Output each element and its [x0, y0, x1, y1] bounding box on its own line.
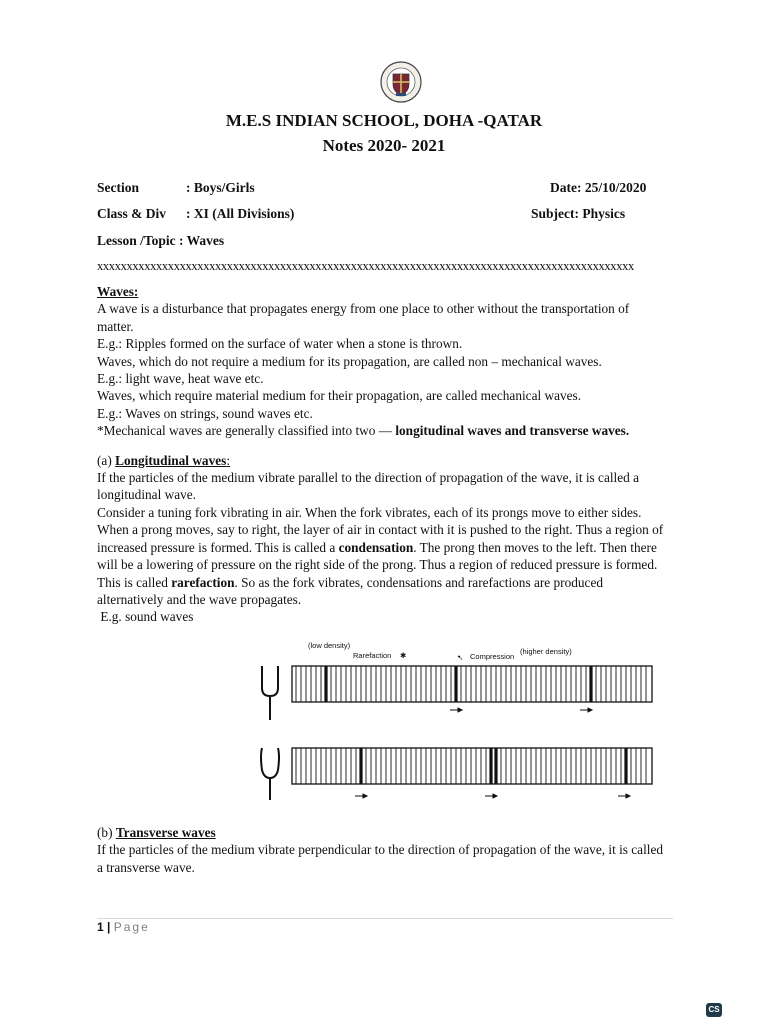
longitudinal-prefix: (a) [97, 452, 116, 468]
low-density-label: (low density) [308, 641, 351, 650]
footer-separator: | [103, 920, 114, 934]
longitudinal-heading-line [97, 452, 667, 469]
section-label: Section [97, 180, 139, 195]
longitudinal-heading: Longitudinal waves [115, 452, 227, 468]
air-layers-2 [296, 748, 646, 784]
sound-example: E.g. sound waves [97, 609, 194, 625]
footer-divider [97, 918, 673, 919]
transverse-heading: Transverse waves [115, 825, 216, 840]
classification-text: *Mechanical waves are generally classified into two — [97, 423, 396, 439]
transverse-definition: If the particles of the medium vibrate perpendicular to the direction of propagation of the wave, it is called a transverse wave. [97, 842, 664, 875]
rarefaction-label: Rarefaction [353, 651, 392, 660]
class-label: Class & Div [97, 206, 167, 221]
classification-line [97, 422, 667, 439]
classification-bold: longitudinal waves and transverse waves. [395, 423, 630, 439]
compression-arrow-icon: ➷ [457, 653, 464, 662]
school-logo [379, 60, 423, 104]
lesson-topic: Lesson /Topic : Waves [97, 233, 225, 248]
tuning-fork-icon [262, 666, 278, 720]
condensation-term: condensation [338, 539, 414, 555]
high-density-label: (higher density) [520, 647, 572, 656]
longitudinal-colon: : [226, 452, 231, 468]
class-value: : XI (All Divisions) [186, 206, 295, 221]
paragraph-part: . The prong then moves to the left. Then there will be a lowering of pressure on the right side of the prong. Thus a region of reduced pressure is formed. This is called [97, 539, 658, 590]
waves-line: A wave is a disturbance that propagates energy from one place to other without the transportation of matter. [97, 301, 630, 334]
page-label: Page [113, 920, 150, 934]
section-value: : Boys/Girls [186, 180, 255, 195]
rarefaction-term: rarefaction [171, 574, 235, 590]
paragraph-part: . So as the fork vibrates, condensations and rarefactions are produced alternatively and the wave propagates. [97, 574, 603, 607]
school-title: M.E.S INDIAN SCHOOL, DOHA -QATAR [225, 111, 543, 130]
content-body [97, 283, 667, 626]
camscanner-badge: CS [706, 1003, 722, 1017]
waves-heading: Waves: [97, 284, 139, 299]
subject: Subject: Physics [531, 206, 626, 221]
waves-line: E.g.: Ripples formed on the surface of water when a stone is thrown. [97, 336, 463, 352]
tuning-fork-paragraph [97, 504, 667, 608]
waves-line: E.g.: Waves on strings, sound waves etc. [97, 405, 313, 421]
tuning-fork-icon [261, 748, 279, 800]
compression-label: Compression [470, 652, 515, 661]
notes-year: Notes 2020- 2021 [322, 136, 446, 155]
transverse-heading-line [97, 824, 667, 841]
waves-line: Waves, which require material medium for their propagation, are called mechanical waves. [97, 388, 582, 404]
longitudinal-definition: If the particles of the medium vibrate parallel to the direction of propagation of the wave, it is called a longitudinal wave. [97, 470, 640, 503]
transverse-prefix: (b) [97, 825, 116, 840]
transverse-section [97, 824, 667, 876]
page-footer [97, 920, 150, 934]
rarefaction-arrow-icon: ✱ [400, 651, 407, 660]
longitudinal-wave-diagram [250, 636, 670, 806]
separator-line: xxxxxxxxxxxxxxxxxxxxxxxxxxxxxxxxxxxxxxxxxxxxxxxxxxxxxxxxxxxxxxxxxxxxxxxxxxxxxxxxxxxxxxxxxxx [97, 259, 634, 273]
waves-line: Waves, which do not require a medium for its propagation, are called non – mechanical waves. [97, 353, 602, 369]
waves-line: E.g.: light wave, heat wave etc. [97, 371, 264, 387]
paragraph-part: Consider a tuning fork vibrating in air. When the fork vibrates, each of its prongs move to either sides. When a prong moves, say to right, the layer of air in contact with it is pushed to the right. Thus a region of increased pressure is formed. This is called a [97, 504, 664, 555]
page-number: 1 [97, 920, 104, 934]
air-layers-1 [296, 666, 646, 702]
date: Date: 25/10/2020 [550, 180, 647, 195]
